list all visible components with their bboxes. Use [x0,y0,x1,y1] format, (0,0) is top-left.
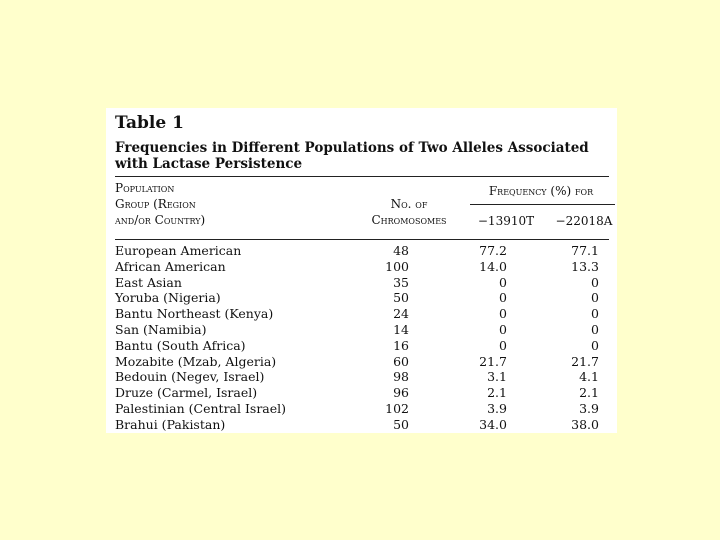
cell-population: Brahui (Pakistan) [115,416,226,432]
cell-population: East Asian [115,274,182,290]
cell-population: African American [115,258,226,274]
cell-chromosomes: 96 [393,385,409,401]
cell-population: European American [115,243,242,258]
header-frequency: Frequency (%) for [488,184,594,198]
cell-chromosomes: 102 [385,400,409,416]
header-chromosomes: No. of Chromosomes [371,197,447,227]
cell-allele-13910t: 0 [499,337,507,353]
cell-allele-22018a: 13.3 [571,258,599,274]
table-row [115,354,609,370]
cell-chromosomes: 98 [393,369,409,385]
cell-allele-13910t: 3.9 [487,400,507,416]
cell-allele-22018a: 0 [591,306,599,322]
cell-population: Bedouin (Negev, Israel) [115,369,265,385]
cell-chromosomes: 14 [393,321,409,337]
cell-allele-22018a: 38.0 [571,416,599,432]
cell-population: Druze (Carmel, Israel) [115,385,258,401]
cell-chromosomes: 50 [393,416,409,432]
cell-chromosomes: 24 [393,306,409,322]
table-row [115,322,609,338]
table-title: Table 1 [115,113,184,133]
cell-allele-22018a: 3.9 [579,400,599,416]
cell-allele-13910t: 34.0 [479,416,507,432]
header-allele-13910t: −13910T [477,214,535,228]
header-rule [115,239,609,240]
cell-allele-22018a: 2.1 [579,385,599,401]
cell-allele-22018a: 0 [591,321,599,337]
table-row [115,243,609,259]
cell-chromosomes: 50 [393,290,409,306]
cell-allele-13910t: 77.2 [479,243,507,258]
cell-allele-13910t: 21.7 [479,353,507,369]
cell-allele-22018a: 4.1 [579,369,599,385]
cell-chromosomes: 16 [393,337,409,353]
cell-population: Mozabite (Mzab, Algeria) [115,353,277,369]
table-header [115,177,613,239]
table-card [106,108,617,433]
table-row [115,369,609,385]
table-row [115,290,609,306]
cell-chromosomes: 60 [393,353,409,369]
table-row [115,385,609,401]
cell-allele-13910t: 0 [499,290,507,306]
cell-allele-22018a: 0 [591,274,599,290]
table-caption: Frequencies in Different Populations of Two Alleles Associated with Lactase Persistence [115,140,589,172]
cell-population: Bantu (South Africa) [115,337,246,353]
cell-chromosomes: 48 [393,243,409,258]
header-allele-22018a: −22018A [555,214,613,228]
cell-population: Palestinian (Central Israel) [115,400,287,416]
cell-allele-22018a: 21.7 [571,353,599,369]
header-population: Population Group (Region and/or Country) [115,181,206,227]
cell-population: Yoruba (Nigeria) [115,290,221,306]
table-body [115,243,609,433]
cell-population: Bantu Northeast (Kenya) [115,306,274,322]
cell-allele-13910t: 3.1 [487,369,507,385]
cell-chromosomes: 35 [393,274,409,290]
cell-population: San (Namibia) [115,321,207,337]
cell-allele-22018a: 77.1 [571,243,599,258]
cell-allele-13910t: 0 [499,274,507,290]
cell-chromosomes: 100 [385,258,409,274]
table-row [115,401,609,417]
cell-allele-22018a: 0 [591,290,599,306]
cell-allele-13910t: 2.1 [487,385,507,401]
cell-allele-13910t: 0 [499,321,507,337]
cell-allele-22018a: 0 [591,337,599,353]
table-row [115,306,609,322]
cell-allele-13910t: 0 [499,306,507,322]
frequency-rule [470,204,615,205]
table-row [115,338,609,354]
table-row [115,259,609,275]
table-row [115,417,609,433]
cell-allele-13910t: 14.0 [479,258,507,274]
table-row [115,275,609,291]
